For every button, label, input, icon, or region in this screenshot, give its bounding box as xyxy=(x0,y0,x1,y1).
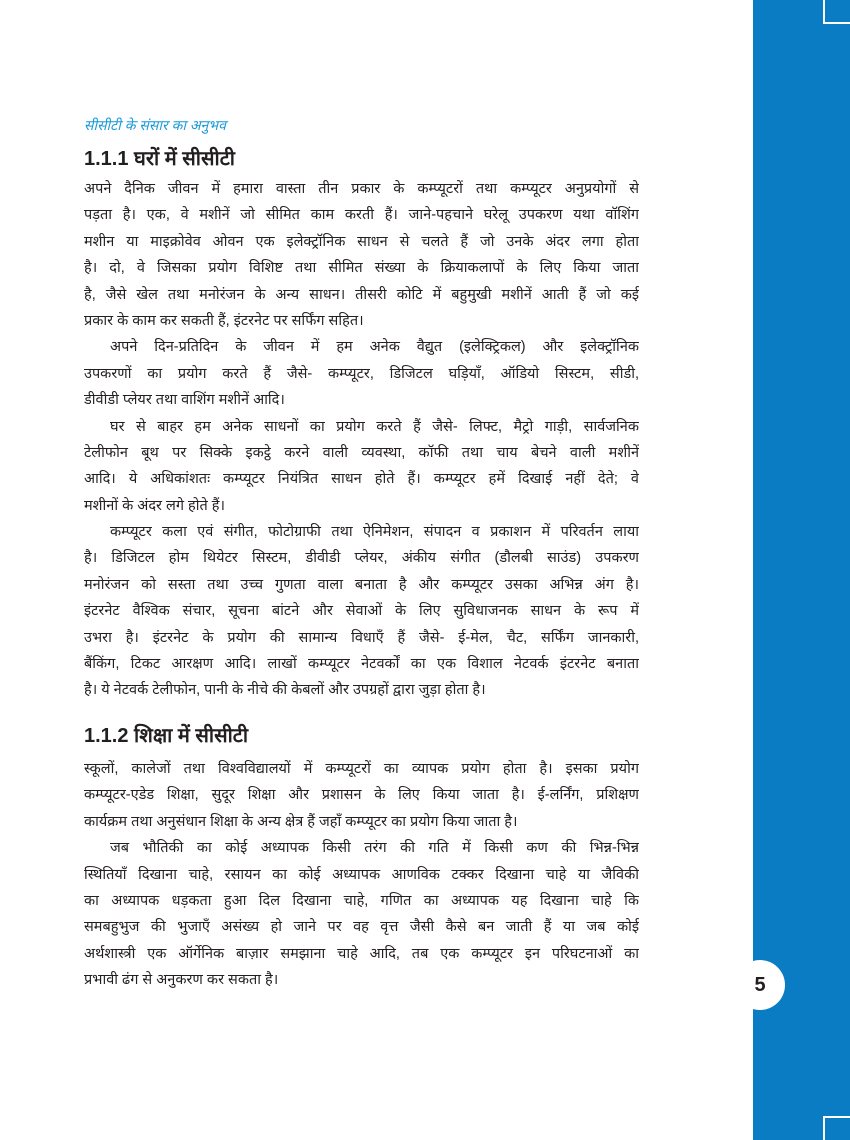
text-line: है। ये नेटवर्क टेलीफोन, पानी के नीचे की केबलों और उपग्रहों द्वारा जुड़ा होता है। xyxy=(84,682,486,699)
text-line: अपने दैनिक जीवन में हमारा वास्ता तीन प्रकार के कम्प्यूटरों तथा कम्प्यूटर अनुप्रयोगों से xyxy=(84,181,639,197)
text-line: समबहुभुज की भुजाएँ असंख्य हो जाने पर वह वृत्त जैसी कैसे बन जाती हैं या जब कोई xyxy=(84,919,639,936)
section-1-body xyxy=(84,176,639,704)
text-line: उपकरणों का प्रयोग करते हैं जैसे- कम्प्यूटर, डिजिटल घड़ियाँ, ऑडियो सिस्टम, सीडी, xyxy=(84,365,639,382)
text-line: टेलीफोन बूथ पर सिक्के इकट्ठे करने वाली व्यवस्था, कॉफी तथा चाय बेचने वाली मशीनें xyxy=(84,444,639,461)
text-line: का अध्यापक धड़कता हुआ दिल दिखाना चाहे, गणित का अध्यापक यह दिखाना चाहे कि xyxy=(84,892,639,909)
text-line: जब भौतिकी का कोई अध्यापक किसी तरंग की गति में किसी कण की भिन्न-भिन्न xyxy=(110,840,639,857)
section-2-body xyxy=(84,756,639,994)
paragraph xyxy=(84,414,639,520)
section-heading-1-1-2: 1.1.2 शिक्षा में सीसीटी xyxy=(84,725,249,747)
running-header: सीसीटी के संसार का अनुभव xyxy=(84,117,226,133)
text-line: है। डिजिटल होम थियेटर सिस्टम, डीवीडी प्लेयर, अंकीय संगीत (डौलबी साउंड) उपकरण xyxy=(84,550,639,567)
text-line: मशीनों के अंदर लगे होते हैं। xyxy=(84,497,225,514)
paragraph xyxy=(84,756,639,835)
text-line: इंटरनेट वैश्विक संचार, सूचना बांटने और सेवाओं के लिए सुविधाजनक साधन के रूप में xyxy=(84,603,639,620)
text-line: कम्प्यूटर-एडेड शिक्षा, सुदूर शिक्षा और प्रशासन के लिए किया जाता है। ई-लर्निंग, प्रशिक्षण xyxy=(84,787,639,804)
paragraph xyxy=(84,334,639,413)
text-line: स्थितियाँ दिखाना चाहे, रसायन का कोई अध्यापक आणविक टक्कर दिखाना चाहे या जैविकी xyxy=(84,866,639,883)
text-line: उभरा है। इंटरनेट के प्रयोग की सामान्य विधाएँ हैं जैसे- ई-मेल, चैट, सर्फिंग जानकारी, xyxy=(84,629,639,646)
page-number xyxy=(735,960,785,1010)
text-line: प्रकार के काम कर सकती हैं, इंटरनेट पर सर्फिंग सहित। xyxy=(84,312,364,329)
page-number-text: 5 xyxy=(754,973,766,996)
corner-mark-bottom xyxy=(823,1116,850,1140)
text-line: प्रभावी ढंग से अनुकरण कर सकता है। xyxy=(84,972,279,989)
text-line: स्कूलों, कालेजों तथा विश्वविद्यालयों में कम्प्यूटरों का व्यापक प्रयोग होता है। इसका प्रयोग xyxy=(84,761,639,777)
paragraph xyxy=(84,176,639,334)
text-line: पड़ता है। एक, वे मशीनें जो सीमित काम करती हैं। जाने-पहचाने घरेलू उपकरण यथा वॉशिंग xyxy=(84,207,639,224)
text-line: अर्थशास्त्री एक ऑर्गेनिक बाज़ार समझाना चाहे आदि, तब एक कम्प्यूटर इन परिघटनाओं का xyxy=(84,945,639,962)
text-line: है। दो, वे जिसका प्रयोग विशिष्ट तथा सीमित संख्या के क्रियाकलापों के लिए किया जाता xyxy=(84,260,639,277)
corner-mark-top xyxy=(823,0,850,24)
paragraph xyxy=(84,835,639,993)
text-line: कार्यक्रम तथा अनुसंधान शिक्षा के अन्य क्षेत्र हैं जहाँ कम्प्यूटर का प्रयोग किया जाता है। xyxy=(84,813,518,830)
text-line: आदि। ये अधिकांशतः कम्प्यूटर नियंत्रित साधन होते हैं। कम्प्यूटर हमें दिखाई नहीं देते; वे xyxy=(84,471,639,488)
text-line: बैंकिंग, टिकट आरक्षण आदि। लाखों कम्प्यूटर नेटवर्कों का एक विशाल नेटवर्क इंटरनेट बनाता xyxy=(84,656,639,673)
text-line: डीवीडी प्लेयर तथा वाशिंग मशीनें आदि। xyxy=(84,392,285,409)
text-line: कम्प्यूटर कला एवं संगीत, फोटोग्राफी तथा ऐनिमेशन, संपादन व प्रकाशन में परिवर्तन लाया xyxy=(110,524,639,541)
text-line: है, जैसे खेल तथा मनोरंजन के अन्य साधन। तीसरी कोटि में बहुमुखी मशीनें आती हैं जो कई xyxy=(84,286,639,303)
text-line: अपने दिन-प्रतिदिन के जीवन में हम अनेक वैद्युत (इलेक्ट्रिकल) और इलेक्ट्रॉनिक xyxy=(110,339,639,356)
text-line: घर से बाहर हम अनेक साधनों का प्रयोग करते हैं जैसे- लिफ्ट, मैट्रो गाड़ी, सार्वजनिक xyxy=(110,418,639,435)
text-line: मनोरंजन को सस्ता तथा उच्च गुणता वाला बनाता है और कम्प्यूटर उसका अभिन्न अंग है। xyxy=(84,576,639,593)
section-heading-1-1-1: 1.1.1 घरों में सीसीटी xyxy=(84,148,235,170)
paragraph xyxy=(84,519,639,704)
text-line: मशीन या माइक्रोवेव ओवन एक इलेक्ट्रॉनिक साधन से चलते हैं जो उनके अंदर लगा होता xyxy=(84,233,639,250)
